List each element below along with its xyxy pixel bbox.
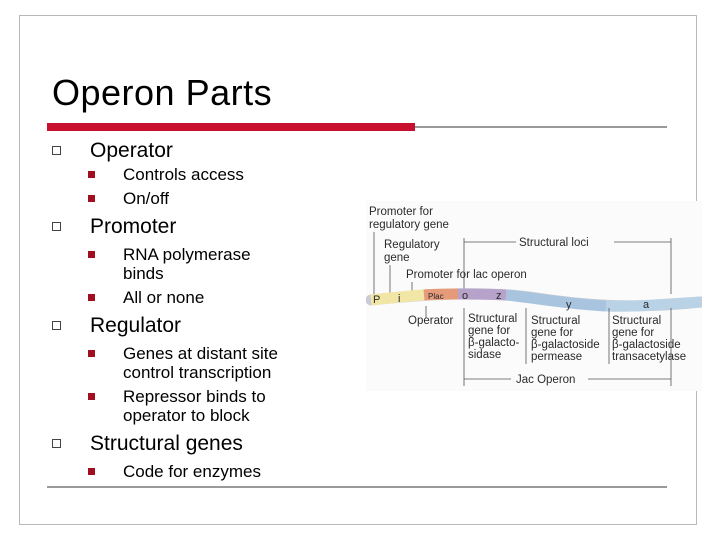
label-operator: Operator — [408, 315, 454, 327]
label-gene-z-1: Structural — [468, 313, 518, 325]
label-gene-a-1: Structural — [612, 315, 662, 327]
sub-bullet: Code for enzymes — [52, 462, 342, 481]
hollow-square-bullet-icon — [52, 439, 61, 448]
hollow-square-bullet-icon — [52, 146, 61, 155]
square-bullet-icon — [88, 393, 95, 400]
bullet-regulator: Regulator — [52, 312, 342, 340]
bullet-structural-genes: Structural genes — [52, 430, 342, 458]
label-promoter-regulatory-1: Promoter for — [369, 206, 433, 218]
label-regulatory-gene-2: gene — [384, 252, 410, 264]
label-gene-a-4: transacetylase — [612, 351, 687, 363]
segment-label-plac: Plac — [428, 292, 444, 301]
segment-label-p: P — [373, 294, 381, 306]
label-gene-z-2: gene for — [468, 325, 511, 337]
segment-label-i: i — [398, 293, 401, 305]
bullet-operator: Operator — [52, 137, 342, 165]
hollow-square-bullet-icon — [52, 321, 61, 330]
sub-bullet: Controls access — [52, 165, 342, 184]
bottom-rule — [47, 486, 667, 488]
hollow-square-bullet-icon — [52, 222, 61, 231]
label-structural-loci: Structural loci — [519, 237, 589, 249]
label-gene-y-1: Structural — [531, 315, 581, 327]
sub-bullet: All or none — [52, 288, 342, 307]
label-lac-operon: Jac Operon — [516, 374, 576, 386]
bullet-list — [52, 137, 342, 486]
lac-operon-diagram — [366, 196, 702, 394]
sub-bullet: Repressor binds to operator to block — [52, 387, 342, 425]
square-bullet-icon — [88, 171, 95, 178]
sub-bullet: On/off — [52, 189, 342, 208]
square-bullet-icon — [88, 294, 95, 301]
square-bullet-icon — [88, 350, 95, 357]
dna-segment-y-a — [606, 302, 701, 306]
square-bullet-icon — [88, 251, 95, 258]
label-gene-y-4: permease — [531, 351, 583, 363]
label-gene-a-3: β-galactoside — [612, 339, 681, 351]
label-gene-a-2: gene for — [612, 327, 655, 339]
bullet-promoter: Promoter — [52, 213, 342, 241]
segment-label-a: a — [643, 299, 650, 311]
segment-label-y: y — [566, 299, 572, 311]
label-promoter-lac: Promoter for lac operon — [406, 269, 527, 281]
square-bullet-icon — [88, 195, 95, 202]
square-bullet-icon — [88, 468, 95, 475]
label-gene-z-3: β-galacto- — [468, 337, 520, 349]
label-regulatory-gene-1: Regulatory — [384, 239, 440, 251]
title-rule-red — [47, 123, 415, 131]
label-gene-y-2: gene for — [531, 327, 574, 339]
label-gene-y-3: β-galactoside — [531, 339, 600, 351]
label-gene-z-4: sidase — [468, 349, 502, 361]
segment-label-o: o — [462, 290, 469, 302]
title-rule-gray — [415, 126, 667, 128]
segment-label-z: z — [496, 290, 502, 302]
label-promoter-regulatory-2: regulatory gene — [369, 219, 449, 231]
sub-bullet: Genes at distant site control transcription — [52, 344, 342, 382]
sub-bullet: RNA polymerase binds — [52, 245, 342, 283]
slide-title: Operon Parts — [52, 72, 273, 113]
